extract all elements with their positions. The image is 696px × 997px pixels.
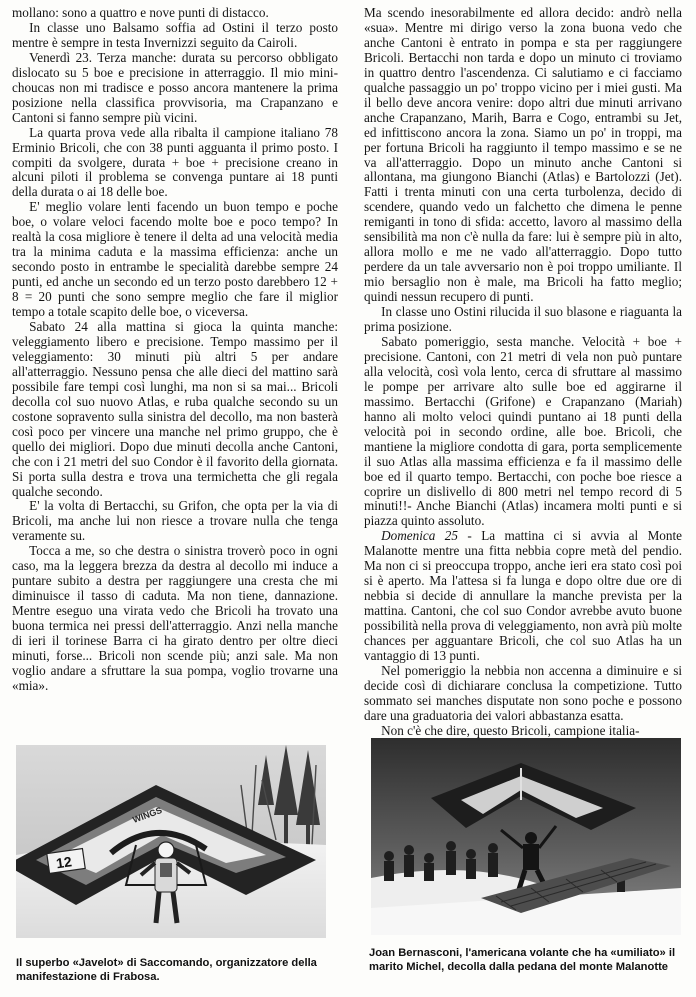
- paragraph: mollano: sono a quattro e nove punti di distacco.: [12, 5, 269, 20]
- paragraph-domenica: [364, 529, 682, 664]
- sail-number: 12: [55, 853, 73, 872]
- paragraph-body: - La mattina ci si avvia al Monte Malanotte mentre una fitta nebbia copre metà del pendio. Ma non ci si preoccupa troppo, anche ieri era stato così poi si è aperto. Ma l'attesa si fa lunga e dopo oltre due ore di nebbia si decide di annullare la manche prevista per la mattina. Cantoni, che col suo Condor avrebbe avuto buone possibilità nella prova di veleggiamento, non avrà più molte chances per agguantare Bricoli, che col suo Atlas ha un vantaggio di 13 punti.: [364, 528, 682, 663]
- article-column-left: [12, 6, 338, 694]
- photo-caption-right: Joan Bernasconi, l'americana volante che ha «umiliato» il marito Michel, decolla dalla pedana del monte Malanotte: [369, 947, 676, 973]
- paragraph: Sabato pomeriggio, sesta manche. Velocità + boe + precisione. Cantoni, con 21 metri di vela non può puntare alla velocità, così vola lento, cerca di sfruttare al massimo le pompe per arrivare alto sulle boe ed aggirarne il massimo. Bertacchi (Grifone) e Crapanzano (Mariah) hanno ali molto veloci quindi puntano ai 18 punti della velocità poi in secondo ordine, alle boe. Bricoli, che mantiene la migliore condotta di gara, porta semplicemente il suo Atlas alla massima efficienza e fa il massimo delle boe ed il quarto tempo. Bertacchi, con poche boe riesce a coprire un dislivello di 800 metri nel tempo record di 5 minuti!!- Anche Bianchi (Atlas) incamera molti punti e si piazza quinto assoluto.: [364, 333, 682, 529]
- photo-caption-left: Il superbo «Javelot» di Saccomando, organizzatore della manifestazione di Frabosa.: [16, 957, 317, 983]
- paragraph: E' la volta di Bertacchi, su Grifon, che opta per la via di Bricoli, ma anche lui non riesce a trovare nulla che tenga veramente su.: [12, 498, 338, 544]
- day-heading: Domenica 25: [381, 528, 458, 544]
- paragraph: In classe uno Balsamo soffia ad Ostini il terzo posto mentre è sempre in testa Invernizzi seguito da Cairoli.: [12, 19, 338, 50]
- paragraph: Venerdì 23. Terza manche: durata su percorso obbligato dislocato su 5 boe e precisione in atterraggio. Il mio mini-choucas non mi tradisce e posso ancora mantenere la prima posizione nella classifica provvisoria, ma Crapanzano e Cantoni si fanno sempre più vicini.: [12, 49, 338, 125]
- paragraph: La quarta prova vede alla ribalta il campione italiano 78 Erminio Bricoli, che con 38 punti agguanta il primo posto. I compiti da svolgere, durata + boe + precisione creano in alcuni piloti il problema se convenga puntare ai 18 punti della durata o ai 18 delle boe.: [12, 124, 338, 200]
- article-column-right: [364, 6, 682, 739]
- paragraph: In classe uno Ostini rilucida il suo blasone e riaguanta la prima posizione.: [364, 304, 682, 335]
- takeoff-photo-illustration: [371, 738, 681, 935]
- paragraph: Nel pomeriggio la nebbia non accenna a diminuire e si decide così di dichiarare conclusa la competizione. Tutto sommato sei manches disputate non sono poche e possono dare una graduatoria dei valori abbastanza esatta.: [364, 662, 682, 723]
- paragraph: Tocca a me, so che destra o sinistra troverò poco in ogni caso, ma la leggera brezza da destra al decollo mi induce a puntare subito a destra per raggiungere una cresta che mi diminuisce il tasso di caduta. Ma non tiene, dannazione. Mentre eseguo una virata vedo che Bricoli ha trovato una buona termica nei pressi dell'atterraggio. Anzi nella manche di ieri il torinese Barra ci ha girato dentro per oltre dieci minuti, forse... Bricoli non scende più; anzi sale. Ma non voglio andare a sfruttare la sua pompa, voglio trovarne una «mia».: [12, 543, 338, 693]
- hang-glider-photo-illustration: [16, 745, 326, 938]
- paragraph: Sabato 24 alla mattina si gioca la quinta manche: veleggiamento libero e precisione. Tempo massimo per il veleggiamento: 30 minuti più altri 5 per andare all'atterraggio. Nessuno pensa che alle dieci del mattino sarà possibile fare tempi così lunghi, ma non si sa mai... Bricoli decolla col suo nuovo Atlas, e ruba qualche secondo su un costone sopravento sulla sinistra del decollo, ma non basterà così poco per vincere una manche nel primo gruppo, che è quello dei migliori. Dopo due minuti decolla anche Cantoni, che con i 21 metri del suo Condor è il favorito della giornata. Si porta sulla destra e trova una termichetta che gli regala qualche secondo.: [12, 319, 338, 499]
- paragraph: E' meglio volare lenti facendo un buon tempo e poche boe, o volare veloci facendo molte boe e poco tempo? In realtà la cosa migliore è tenere il delta ad una velocità media tra la minima caduta e la massima efficienza: anche un secondo posto in entrambe le specialità darebbe sempre 24 punti, ed anche un secondo ed un terzo posto darebbero 12 + 8 = 20 punti che sono sempre meglio che fare il miglior tempo a totale scapito delle boe, o viceversa.: [12, 199, 338, 320]
- photo-javelot-hang-glider: [16, 745, 326, 938]
- paragraph: Non c'è che dire, questo Bricoli, campione italia-: [381, 722, 640, 738]
- photo-bernasconi-takeoff: [371, 738, 681, 935]
- paragraph: Ma scendo inesorabilmente ed allora decido: andrò nella «sua». Mentre mi dirigo verso la zona buona vedo che anche Cantoni è entrato in pompa e sta per raggiungere Bricoli. Bertacchi non tarda e dopo un minuto ci troviamo in quattro dentro l'ascendenza. Ci salutiamo e ci facciamo qualche passaggio un po' troppo vicino per i miei gusti. Ma il bello deve ancora venire: dopo altri due minuti arrivano anche Crapanzano, Marih, Barra e Cogo, entrambi su Jet, ed infittiscono ancora la zona. Siamo un po' in troppi, ma per fortuna Bricoli ha raggiunto il tempo massimo e se ne va all'atterraggio. Dopo un minuto anche Cantoni si allontana, ma giungono Bianchi (Atlas) e Bartolozzi (Jet). Fatti i trenta minuti con una certa turbolenza, decido di scendere, quando vedo un falchetto che dimena le penne remiganti in tono di sfida: accetto, lavoro al massimo della sensibilità ma non c'è nulla da fare: lui è sempre più in alto, allora mollo e me ne vado all'atterraggio. Dopo tutto perdere da un tale avversario non è poi troppo umiliante. Il mio bersaglio non è male, ma Bricoli ha fatto meglio; quindi nessun recupero di punti.: [364, 5, 682, 305]
- sail-lettering: WINGS: [131, 805, 164, 825]
